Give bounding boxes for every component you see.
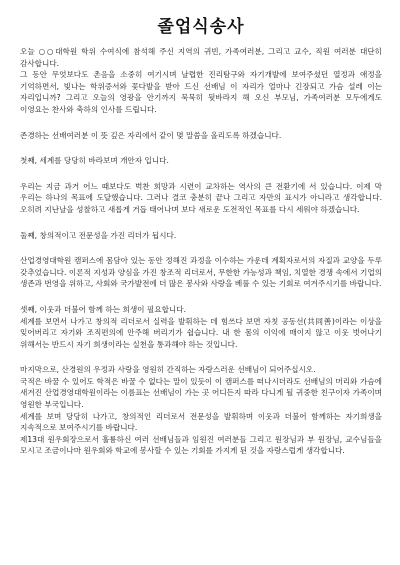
paragraph-third: 셋째, 이웃과 더불어 함께 하는 희생이 필요합니다. 세계를 보면서 나가고 창의적 리더로서 실력을 발휘하는 데 힘쓰다 보면 자칫 공동선(共同善)이라는 이상을 잊어버리고 자기와 조직편의에 안주해 버리기가 쉽습니다. 내 한 몸의 이익에 매이지 않고 이웃 벗어나기 위해서는 반드시 자기 희생이라는 실천을 통과해야 하는 것입니다.: [20, 304, 382, 349]
document-title: 졸업식송사: [157, 17, 245, 37]
paragraph-first-point: 첫째, 세계를 당당히 바라보며 개안자 입니다.: [20, 156, 169, 166]
paragraph-closing: 마지막으로, 산경원의 우정과 사랑을 영원히 간직하는 자랑스러운 선배님이 되어주십시오. 국적은 바꿀 수 있어도 학적은 바꿀 수 없다는 말이 있듯이 이 캠퍼스를 떠나시더라도 선배님의 머리와 가슴에 새겨진 산업경영대학원이라는 이름표는 선배님이 가는 곳 어디든지 따라 다니게 될 귀중한 친구이자 가족이며 영원한 부국입니다. 세계를 보며 당당히 나가고, 창의적인 리더로서 전문성을 발휘하며 이웃과 더불어 함께하는 자기희생을 지속적으로 보여주시기를 바랍니다. 제13대 원우회장으로서 훌륭하신 여러 선배님들과 임원진 여러분들 그리고 원장님과 부 원장님, 교수님들을 모시고 조금이나마 원우회와 학교에 봉사할 수 있는 기회를 가지게 된 것을 자랑스럽게 생각합니다.: [20, 365, 382, 456]
paragraph-second-body: 산업경영대학원 캠퍼스에 몸담아 있는 동안 정해진 과정을 이수하는 가운데 계획자로서의 자질과 교양을 두루 갖추었습니다. 이론적 지성과 양심을 가진 창조적 리더로서, 무한한 가능성과 책임, 치열한 경쟁 속에서 기업의 생존과 번영을 위하고, 사회와 국가발전에 더 많은 봉사와 사랑을 베풀 수 있는 기회로 여겨주시기를 바랍니다.: [20, 256, 382, 289]
paragraph-first-body: 우리는 지금 과거 어느 때보다도 벅찬 희망과 시련이 교차하는 역사의 큰 전환기에 서 있습니다. 이제 막 우리는 하나의 목표에 도달했습니다. 그러나 결코 충분히 끝나 그리고 자만의 표시가 아니라고 생각합니다. 오히려 지난날을 성찰하고 새롭게 거듭 태어나며 보다 새로운 도전적인 목표를 다시 세워야 하겠습니다.: [20, 181, 382, 214]
paragraph-greeting: 오늘 ○○대학원 학위 수여식에 참석해 주신 지역의 귀빈, 가족여러분, 그리고 교수, 직원 여러분 대단히 감사합니다. 그 동안 무엇보다도 촌음을 소중히 여기시며 날렵한 진리탐구와 자기개발에 보여주셨던 열정과 애정을 기억하면서, 빛나는 학위증서와 꽃다발을 받아 드신 선배님 이 자리가 얼마나 긴장되고 가슴 설레 이는 자리입니까? 그리고 오늘의 영광을 안기까지 묵묵히 뒷바라지 해 오신 부모님, 가족여러분 모두에게도 이영요는 찬사와 축하의 인사를 드립니다.: [20, 47, 382, 114]
paragraph-intro: 존경하는 선배여러분 이 뜻 깊은 자리에서 같이 몇 말씀을 올리도록 하겠습니다.: [20, 130, 282, 140]
paragraph-second-point: 둘째, 창의적이고 전문성을 가진 리더가 됩시다.: [20, 230, 177, 240]
